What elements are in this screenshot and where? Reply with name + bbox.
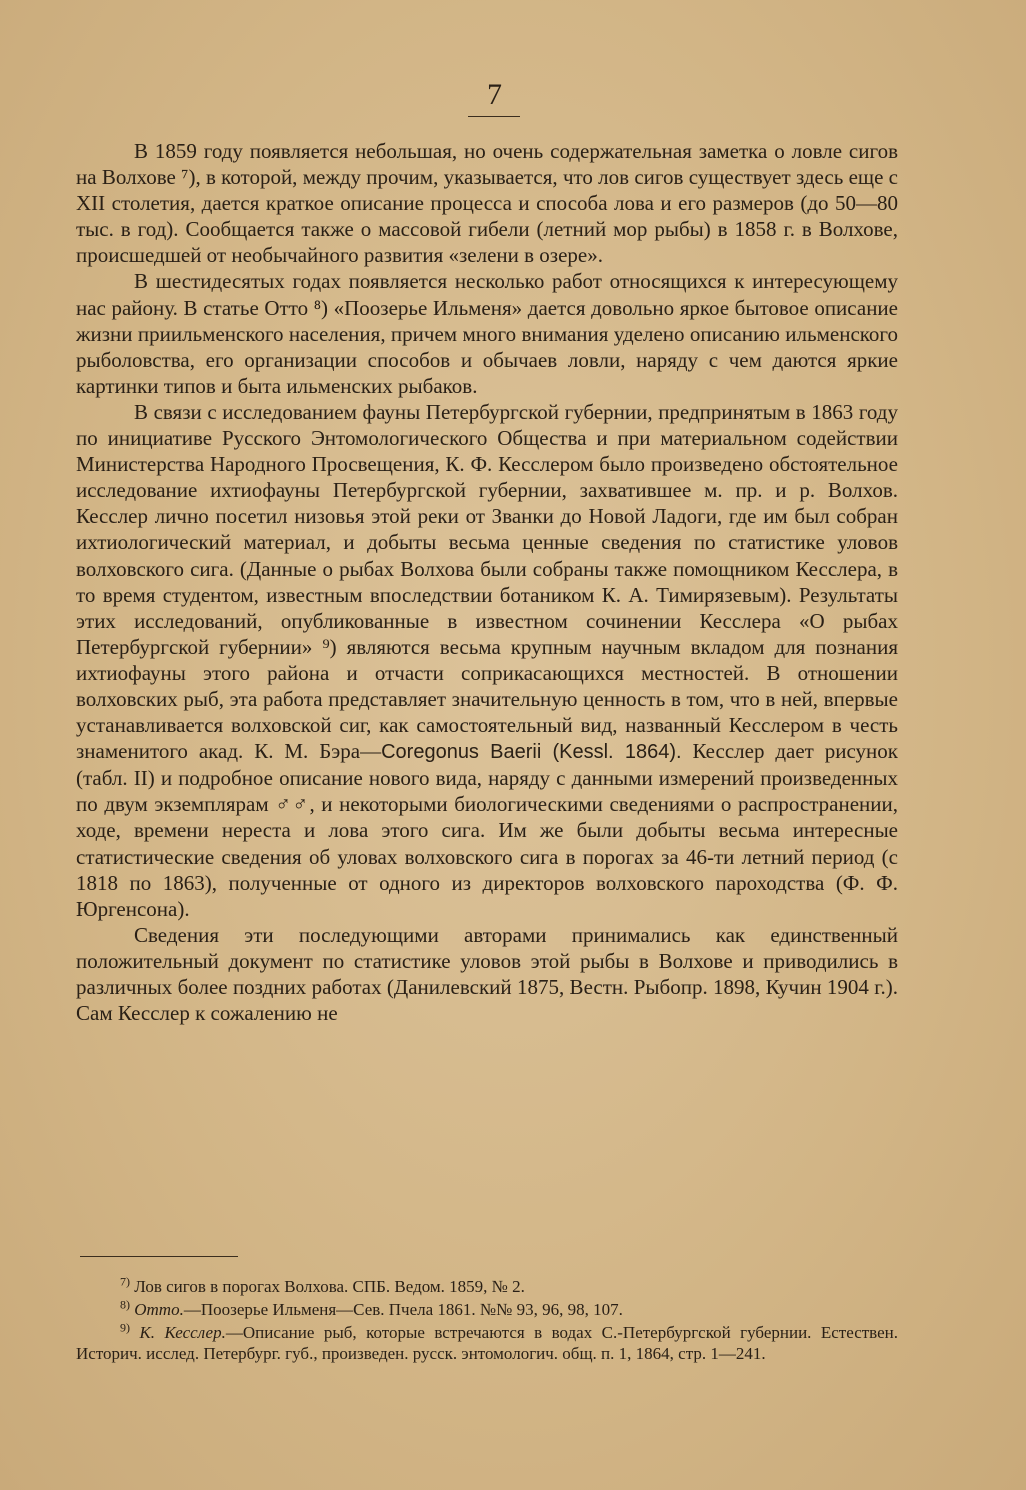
footnote-9 [76, 1322, 898, 1364]
paragraph-3-tail: Кесслер дает рисунок (табл. II) и подробное описание нового вида, наряду с данными измерений произведенных по двум экземплярам ♂♂, и некоторыми биологическими сведениями о распространении, ходе, времени нереста и лова этого сига. Им же были добыты весьма интересные статистические сведения об уловах волховского сига в порогах за 46-ти летний период (с 1818 по 1863), полученные от одного из директоров волховского пароходства (Ф. Ф. Юргенсона). [76, 739, 898, 921]
paragraph-3-text: В связи с исследованием фауны Петербургской губернии, предпринятым в 1863 году по инициативе Русского Энтомологического Общества и при материальном содействии Министерства Народного Просвещения, К. Ф. Кесслером было произведено обстоятельное исследование ихтиофауны Петербургской губернии, захватившее м. пр. и р. Волхов. Кесслер лично посетил низовья этой реки от Званки до Новой Ладоги, где им был собран ихтиологический материал, и добыты весьма ценные сведения по статистике уловов волховского сига. (Данные о рыбах Волхова были собраны также помощником Кесслера, в то время студентом, известным впоследствии ботаником К. А. Тимирязевым). Результаты этих исследований, опубликованные в известном сочинении Кесслера «О рыбах Петербургской губернии» ⁹) являются весьма крупным научным вкладом для познания ихтиофауны этого района и отчасти соприкасающихся местностей. В отношении волховских рыб, эта работа представляет значительную ценность в том, что в ней, впервые устанавливается волховской сиг, как самостоятельный вид, названный Кесслером в честь знаменитого акад. К. М. Бэра— [76, 399, 898, 764]
page-number-underline [468, 116, 520, 117]
footnote-divider [80, 1256, 238, 1257]
paragraph-3 [76, 399, 898, 922]
footnotes [76, 1276, 898, 1366]
main-text [76, 138, 898, 1026]
footnote-author: Отто. [134, 1300, 184, 1319]
paragraph-4: Сведения эти последующими авторами принимались как единственный положительный документ по статистике уловов этой рыбы в Волхове и приводились в различных более поздних работах (Данилевский 1875, Вестн. Рыбопр. 1898, Кучин 1904 г.). Сам Кесслер к сожалению не [76, 922, 898, 1026]
paragraph-1: В 1859 году появляется небольшая, но очень содержательная заметка о ловле сигов на Волхове ⁷), в которой, между прочим, указывается, что лов сигов существует здесь еще с XII столетия, дается краткое описание процесса и способа лова и его размеров (до 50—80 тыс. в год). Сообщается также о массовой гибели (летний мор рыбы) в 1858 г. в Волхове, происшедшей от необычайного развития «зелени в озере». [76, 139, 898, 268]
footnote-8 [76, 1299, 898, 1320]
footnote-text: —Описание рыб, которые встречаются в водах С.-Петербургской губернии. Естествен. Историч. исслед. Петербург. губ., произведен. русск. энтомологич. общ. п. 1, 1864, стр. 1—241. [76, 1323, 899, 1363]
footnote-text: Лов сигов в порогах Волхова. СПБ. Ведом. 1859, № 2. [134, 1277, 525, 1296]
page-number: 7 [487, 78, 503, 111]
species-name: Coregonus Baerii (Kessl. 1864). [381, 741, 682, 764]
footnote-mark: 7) [120, 1274, 130, 1289]
footnote-text: —Поозерье Ильменя—Сев. Пчела 1861. №№ 93, 96, 98, 107. [183, 1300, 623, 1319]
paragraph-2: В шестидесятых годах появляется несколько работ относящихся к интересующему нас району. В статье Отто ⁸) «Поозерье Ильменя» дается довольно яркое бытовое описание жизни приильменского населения, причем много внимания уделено описанию ильменского рыболовства, его организации способов и обычаев ловли, наряду с чем даются яркие картинки типов и быта ильменских рыбаков. [76, 269, 898, 398]
footnote-7 [76, 1276, 898, 1297]
footnote-author: К. Кесслер. [139, 1323, 226, 1342]
footnote-mark: 9) [120, 1320, 130, 1335]
footnote-mark: 8) [120, 1297, 130, 1312]
